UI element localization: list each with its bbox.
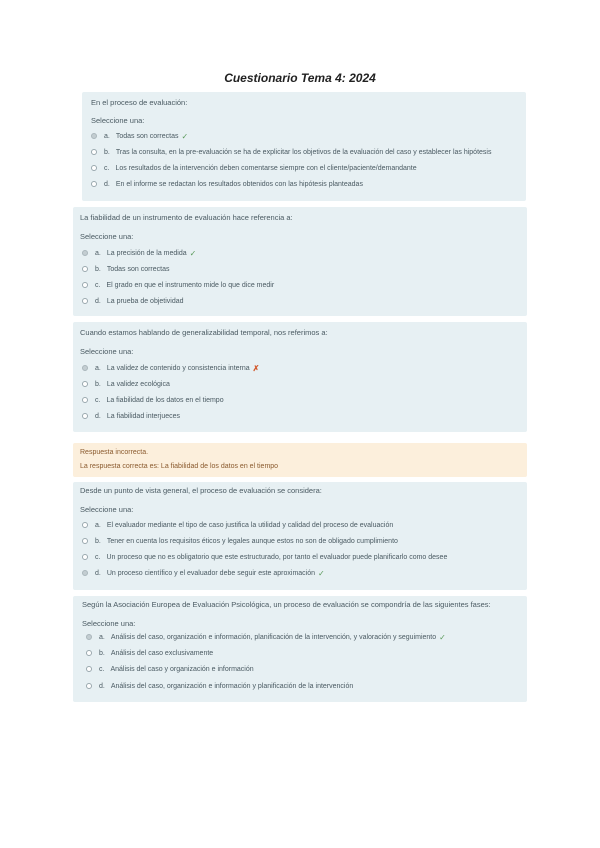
answer-option[interactable]: d. Un proceso científico y el evaluador debe seguir este aproximación ✓ — [82, 568, 325, 578]
answer-option[interactable]: b. La validez ecológica — [82, 379, 170, 389]
radio-button[interactable] — [82, 250, 88, 256]
answer-option[interactable]: c. Los resultados de la intervención deben comentarse siempre con el cliente/paciente/demandante — [91, 163, 417, 173]
feedback-correct-answer: La respuesta correcta es: La fiabilidad de los datos en el tiempo — [80, 463, 279, 470]
radio-button[interactable] — [82, 554, 88, 560]
answer-option[interactable]: a. La validez de contenido y consistencia interna ✗ — [82, 363, 259, 373]
answer-option[interactable]: b. Análisis del caso exclusivamente — [86, 648, 213, 658]
checkmark-icon: ✓ — [318, 568, 325, 578]
radio-button[interactable] — [82, 365, 88, 371]
radio-button[interactable] — [82, 413, 88, 419]
answer-option[interactable]: d. La prueba de objetividad — [82, 296, 184, 306]
radio-button[interactable] — [86, 666, 92, 672]
answer-option[interactable]: d. La fiabilidad interjueces — [82, 411, 180, 421]
answer-option[interactable]: c. La fiabilidad de los datos en el tiempo — [82, 395, 224, 405]
checkmark-icon: ✓ — [189, 248, 197, 258]
answer-option[interactable]: b. Tener en cuenta los requisitos éticos y legales aunque estos no son de obligado cumplimiento — [82, 536, 398, 546]
radio-button[interactable] — [82, 522, 88, 528]
radio-button[interactable] — [82, 397, 88, 403]
checkmark-icon: ✓ — [181, 131, 189, 141]
answer-option[interactable]: a. Análisis del caso, organización e información, planificación de la intervención, y valoración y seguimiento ✓ — [86, 632, 446, 642]
select-prompt: Seleccione una: — [80, 505, 134, 514]
answer-option[interactable]: a. Todas son correctas ✓ — [91, 131, 188, 141]
question-text: Cuando estamos hablando de generalizabilidad temporal, nos referimos a: — [80, 328, 328, 337]
answer-option[interactable]: b. Tras la consulta, en la pre-evaluación se ha de explicitar los objetivos de la evaluación del caso y establecer las hipótesis — [91, 147, 491, 157]
select-prompt: Seleccione una: — [82, 619, 136, 628]
answer-option[interactable]: c. El grado en que el instrumento mide lo que dice medir — [82, 280, 274, 290]
radio-button[interactable] — [82, 282, 88, 288]
answer-option[interactable]: d. En el informe se redactan los resultados obtenidos con las hipótesis planteadas — [91, 179, 363, 189]
question-text: Según la Asociación Europea de Evaluación Psicológica, un proceso de evaluación se compondría de las siguientes fases: — [82, 600, 491, 609]
radio-button[interactable] — [86, 683, 92, 689]
select-prompt: Seleccione una: — [91, 116, 145, 125]
radio-button[interactable] — [82, 538, 88, 544]
question-text: La fiabilidad de un instrumento de evaluación hace referencia a: — [80, 213, 293, 222]
radio-button[interactable] — [91, 165, 97, 171]
radio-button[interactable] — [86, 650, 92, 656]
checkmark-icon: ✓ — [439, 632, 446, 642]
question-text: Desde un punto de vista general, el proceso de evaluación se considera: — [80, 486, 322, 495]
radio-button[interactable] — [91, 133, 97, 139]
radio-button[interactable] — [82, 266, 88, 272]
question-text: En el proceso de evaluación: — [91, 98, 188, 107]
page-title: Cuestionario Tema 4: 2024 — [224, 71, 376, 85]
radio-button[interactable] — [91, 149, 97, 155]
answer-option[interactable]: b. Todas son correctas — [82, 264, 170, 274]
cross-icon: ✗ — [252, 363, 260, 373]
radio-button[interactable] — [82, 570, 88, 576]
answer-option[interactable]: c. Análisis del caso y organización e información — [86, 664, 254, 674]
radio-button[interactable] — [82, 381, 88, 387]
select-prompt: Seleccione una: — [80, 347, 134, 356]
answer-option[interactable]: a. El evaluador mediante el tipo de caso justifica la utilidad y calidad del proceso de evaluación — [82, 520, 393, 530]
radio-button[interactable] — [91, 181, 97, 187]
answer-option[interactable]: a. La precisión de la medida ✓ — [82, 248, 196, 258]
feedback-status: Respuesta incorrecta. — [80, 449, 149, 456]
answer-option[interactable]: d. Análisis del caso, organización e información y planificación de la intervención — [86, 681, 353, 691]
radio-button[interactable] — [86, 634, 92, 640]
select-prompt: Seleccione una: — [80, 232, 134, 241]
radio-button[interactable] — [82, 298, 88, 304]
answer-option[interactable]: c. Un proceso que no es obligatorio que este estructurado, por tanto el evaluador puede planificarlo como desee — [82, 552, 447, 562]
